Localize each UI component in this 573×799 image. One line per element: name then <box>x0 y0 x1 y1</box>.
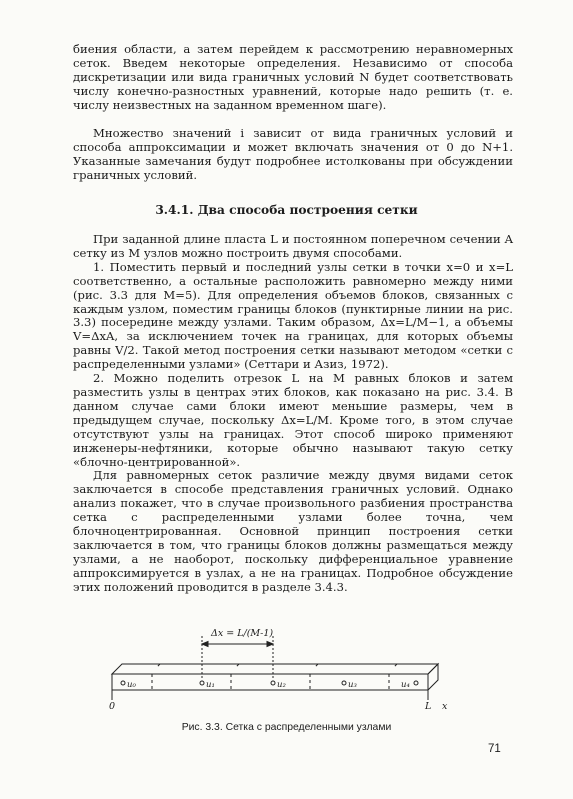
body-paragraph-comparison: Для равномерных сеток различие между двумя видами сеток заключается в способе представления граничных условий. Однако анализ покажет, что в случае произвольного разбиения пространства сетка с распределенными узлами более точна, чем блочноцентрированная. Основной принцип построения сетки заключается в том, что границы блоков должны размещаться между узлами, а не наоборот, поскольку дифференциальное уравнение аппроксимируется в узлах, а не на границах. Подробное обсуждение этих положений проводится в разделе 3.4.3. <box>73 468 513 594</box>
body-text-block <box>73 233 513 595</box>
node-3 <box>342 681 346 685</box>
node-label-0: u₀ <box>127 680 136 690</box>
body-paragraph-method-2: 2. Можно поделить отрезок L на M равных блоков и затем разместить узлы в центрах этих блоков, как показано на рис. 3.4. В данном случае сами блоки имеют меньшие размеры, чем в предыдущем случае, поскольку Δx=L/M. Кроме того, в этом случае отсутствуют узлы на границах. Этот способ широко применяют инженеры-нефтяники, которые обычно называют такую сетку «блочно-центрированной». <box>73 371 513 469</box>
node-2 <box>271 681 275 685</box>
arrow-head-left <box>202 642 208 647</box>
intro-paragraph-block <box>73 43 513 113</box>
node-4 <box>414 681 418 685</box>
bar-top-face <box>112 664 438 674</box>
node-1 <box>200 681 204 685</box>
body-paragraph-method-1: 1. Поместить первый и последний узлы сетки в точки x=0 и x=L соответственно, а остальные расположить равномерно между ними (рис. 3.3 для M=5). Для определения объемов блоков, связанных с каждым узлом, поместим границы блоков (пунктирные линии на рис. 3.3) посередине между узлами. Таким образом, Δx=L/M−1, а объемы V=ΔxA, за исключением точек на границах, для которых объемы равны V/2. Такой метод построения сетки называют методом «сетки с распределенными узлами» (Сеттари и Азиз, 1972). <box>73 259 513 372</box>
block-boundaries <box>152 664 397 690</box>
node-0 <box>121 681 125 685</box>
node-label-3: u₃ <box>348 680 357 690</box>
axis-variable: x <box>442 701 448 712</box>
arrow-head-right <box>267 642 273 647</box>
node-label-4: u₄ <box>401 680 410 690</box>
bar-front-face <box>112 674 428 690</box>
node-label-1: u₁ <box>206 680 215 690</box>
section-heading: 3.4.1. Два способа построения сетки <box>155 203 418 217</box>
axis-label-start: 0 <box>109 701 116 712</box>
intro-paragraph: биения области, а затем перейдем к рассмотрению неравномерных сеток. Введем некоторые определения. Независимо от способа дискретизации или вида граничных условий N будет соответствовать числу конечно-разностных уравнений, которые надо решить (т. е. числу неизвестных на заданном временном шаге). <box>73 42 513 112</box>
grid-figure <box>108 622 464 712</box>
dimension-label: Δx = L/(M-1) <box>211 628 274 639</box>
figure-caption: Рис. 3.3. Сетка с распределенными узлами <box>181 722 392 733</box>
bar-end-face <box>428 664 438 690</box>
paragraph-block-2 <box>73 127 513 183</box>
page-number: 71 <box>488 743 501 755</box>
paragraph-boundary-remark: Множество значений i зависит от вида граничных условий и способа аппроксимации и может включать значения от 0 до N+1. Указанные замечания будут подробнее истолкованы при обсуждении граничных условий. <box>73 126 513 182</box>
node-label-2: u₂ <box>277 680 286 690</box>
axis-label-end: L <box>425 701 432 712</box>
body-paragraph-1: При заданной длине пласта L и постоянном поперечном сечении A сетку из M узлов можно построить двумя способами. <box>73 232 513 260</box>
